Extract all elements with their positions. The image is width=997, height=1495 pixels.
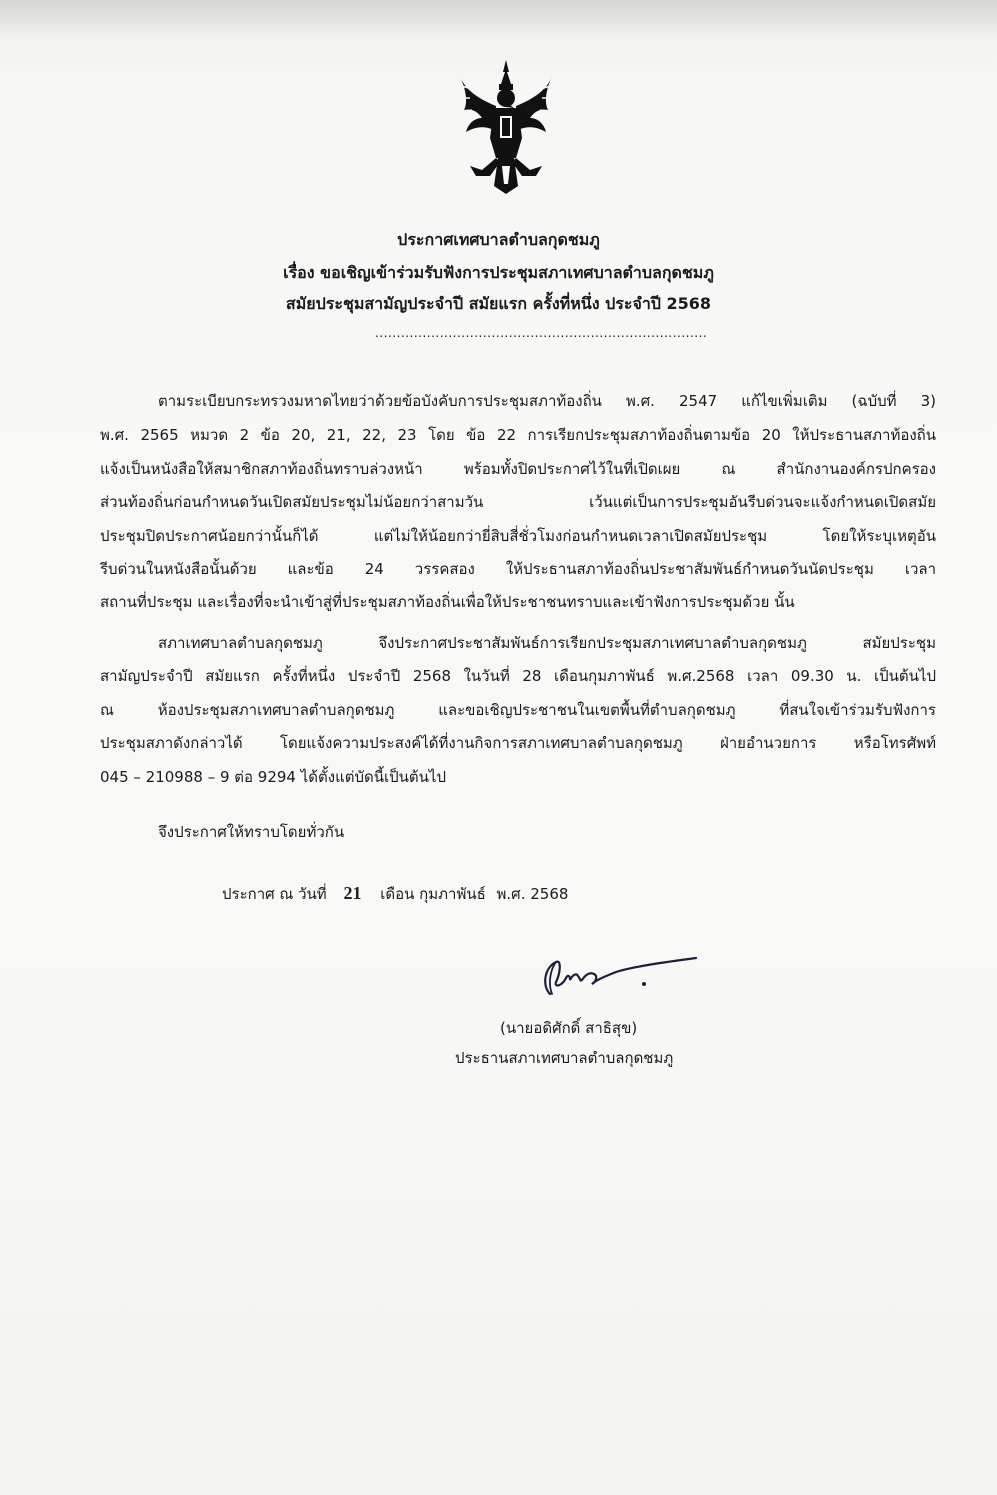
signer-title: ประธานสภาเทศบาลตำบลกุดชมภู bbox=[455, 1049, 674, 1067]
paragraph1-line: รีบด่วนในหนังสือนั้นด้วย และข้อ 24 วรรคสอง ให้ประธานสภาท้องถิ่นประชาสัมพันธ์กำหนดวันนัดประชุม เวลา bbox=[100, 560, 936, 578]
scan-shadow bbox=[0, 0, 997, 40]
date-day: 21 bbox=[343, 883, 362, 903]
paragraph1-line: ตามระเบียบกระทรวงมหาดไทยว่าด้วยข้อบังคับการประชุมสภาท้องถิ่น พ.ศ. 2547 แก้ไขเพิ่มเติม (ฉบับที่ 3) bbox=[158, 392, 936, 410]
date-year-label: พ.ศ. bbox=[496, 885, 526, 903]
header-divider: ............................................................................. bbox=[375, 326, 708, 340]
signer-name: (นายอดิศักดิ์ สาธิสุข) bbox=[500, 1019, 638, 1037]
paragraph2-line: ณ ห้องประชุมสภาเทศบาลตำบลกุดชมภู และขอเชิญประชาชนในเขตพื้นที่ตำบลกุดชมภู ที่สนใจเข้าร่วมรับฟังการ bbox=[100, 701, 936, 719]
signature-icon bbox=[536, 950, 706, 1010]
date-prefix: ประกาศ ณ วันที่ bbox=[222, 885, 327, 903]
paragraph1-line: ประชุมปิดประกาศน้อยกว่านั้นก็ได้ แต่ไม่ให้น้อยกว่ายี่สิบสี่ชั่วโมงก่อนกำหนดเวลาเปิดสมัยประชุม โดยให้ระบุเหตุอัน bbox=[100, 527, 936, 545]
paragraph1-line: ส่วนท้องถิ่นก่อนกำหนดวันเปิดสมัยประชุมไม่น้อยกว่าสามวัน เว้นแต่เป็นการประชุมอันรีบด่วนจะแจ้งกำหนดเปิดสมัย bbox=[100, 493, 936, 511]
date-year: 2568 bbox=[530, 885, 569, 903]
paragraph2-line: 045 – 210988 – 9 ต่อ 9294 ได้ตั้งแต่บัดนี้เป็นต้นไป bbox=[100, 768, 446, 786]
paragraph1-line: แจ้งเป็นหนังสือให้สมาชิกสภาท้องถิ่นทราบล่วงหน้า พร้อมทั้งปิดประกาศไว้ในที่เปิดเผย ณ สำนักงานองค์กรปกครอง bbox=[100, 460, 936, 478]
paragraph2-line: สามัญประจำปี สมัยแรก ครั้งที่หนึ่ง ประจำปี 2568 ในวันที่ 28 เดือนกุมภาพันธ์ พ.ศ.2568 เวลา 09.30 น. เป็นต้นไป bbox=[100, 667, 936, 685]
announcement-session: สมัยประชุมสามัญประจำปี สมัยแรก ครั้งที่หนึ่ง ประจำปี 2568 bbox=[285, 294, 712, 313]
date-month-label: เดือน bbox=[380, 885, 415, 903]
announcement-date bbox=[222, 882, 568, 906]
paragraph2-line: สภาเทศบาลตำบลกุดชมภู จึงประกาศประชาสัมพันธ์การเรียกประชุมสภาเทศบาลตำบลกุดชมภู สมัยประชุม bbox=[158, 634, 936, 652]
paragraph2-line: ประชุมสภาดังกล่าวได้ โดยแจ้งความประสงค์ได้ที่งานกิจการสภาเทศบาลตำบลกุดชมภู ฝ่ายอำนวยการ หรือโทรศัพท์ bbox=[100, 734, 936, 752]
announcement-title: ประกาศเทศบาลตำบลกุดชมภู bbox=[397, 230, 600, 249]
paragraph1-line: สถานที่ประชุม และเรื่องที่จะนำเข้าสู่ที่ประชุมสภาท้องถิ่นเพื่อให้ประชาชนทราบและเข้าฟังการประชุมด้วย นั้น bbox=[100, 593, 795, 611]
announcement-subject: เรื่อง ขอเชิญเข้าร่วมรับฟังการประชุมสภาเทศบาลตำบลกุดชมภู bbox=[283, 263, 714, 282]
paragraph1-line: พ.ศ. 2565 หมวด 2 ข้อ 20, 21, 22, 23 โดย ข้อ 22 การเรียกประชุมสภาท้องถิ่นตามข้อ 20 ให้ประธานสภาท้องถิ่น bbox=[100, 426, 936, 444]
garuda-emblem-icon bbox=[456, 58, 556, 198]
date-month: กุมภาพันธ์ bbox=[419, 885, 486, 903]
closing-statement: จึงประกาศให้ทราบโดยทั่วกัน bbox=[158, 823, 345, 841]
